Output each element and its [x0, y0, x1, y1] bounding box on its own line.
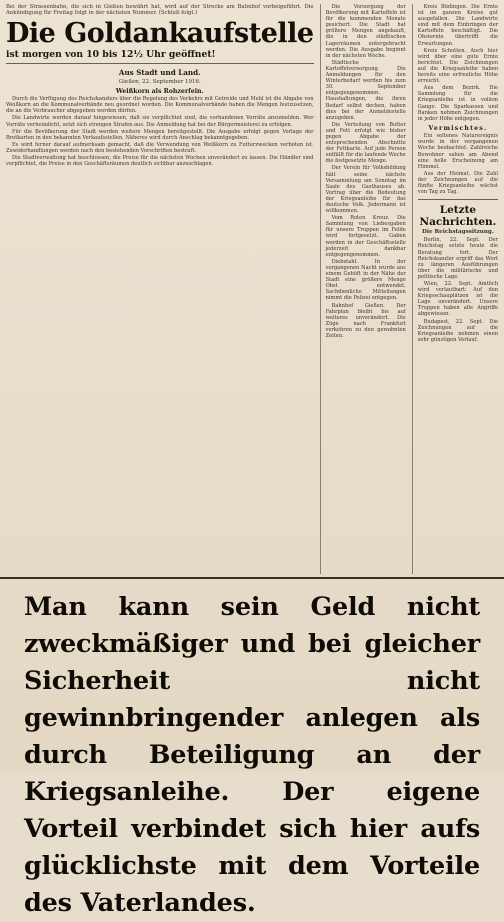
column-1	[6, 4, 314, 574]
goldankauf-headline: Die Goldankaufstelle	[6, 17, 314, 49]
kriegsanleihe-banner	[0, 577, 504, 918]
top-notice: Bei der Strassenbahn, die sich in Gießen bewährt hat, wird auf der Strecke am Bahnhof vorbeigeführt. Die Ankündigung für Freitag folgt in der nächsten Nummer. (Schluß folgt.)	[6, 4, 314, 17]
paragraph: Bahnhof Gießen. Der Fahrplan bleibt bis auf weiteres unverändert. Die Züge nach Frankfurt verkehren zu den gewohnten Zeiten.	[325, 302, 406, 339]
paragraph: Ein seltenes Naturereignis wurde in der vergangenen Woche beobachtet. Zahlreiche Bewohner sahen am Abend eine helle Erscheinung am Himmel.	[417, 133, 499, 170]
banner-text: Man kann sein Geld nicht zweckmäßiger und bei gleicher Sicherheit nicht gewinnbringender anlegen als durch Beteiligung an der Kriegsanleihe. Der eigene Vorteil verbindet sich hier aufs glücklichste mit dem Vorteile des Vaterlandes.	[24, 592, 480, 918]
paragraph: Wien, 22. Sept. Amtlich wird verlautbart: Auf den Kriegsschauplätzen ist die Lage unverändert. Unsere Truppen haben alle Angriffe abgewiesen.	[417, 280, 499, 318]
section-title: Aus Stadt und Land.	[118, 67, 201, 77]
paragraph: Die Versorgung der Bevölkerung mit Kartoffeln ist für die kommenden Monate gesichert. Die Stadt hat größere Mengen angekauft, die in den städtischen Lagerräumen untergebracht werden. Die Ausgabe beginnt in der nächsten Woche.	[325, 4, 406, 59]
paragraph: Durch die Verfügung des Reichskanzlers über die Regelung des Verkehrs mit Getreide und Mehl ist die Abgabe von Weißkorn an die Kommunalverbände neu geordnet worden. Die Kommunalverbände haben die Mengen festzusetzen, die an die Verbraucher abgegeben werden dürfen.	[6, 96, 314, 115]
paragraph: Kreis Schotten. Auch hier wird über eine gute Ernte berichtet. Die Zeichnungen auf die Kriegsanleihe haben bereits eine erfreuliche Höhe erreicht.	[417, 47, 499, 85]
paragraph: Kreis Büdingen. Die Ernte ist im ganzen Kreise gut ausgefallen. Die Landwirte sind mit dem Einbringen der Kartoffeln beschäftigt. Die Obsternte übertrifft die Erwartungen.	[417, 4, 499, 47]
paragraph: Städtische Kartoffelversorgung. Die Anmeldungen für den Winterbedarf werden bis zum 30. September entgegengenommen. Haushaltungen, die ihren Bedarf selbst decken, haben dies bei der Anmeldestelle anzugeben.	[325, 59, 406, 121]
letzte-nachrichten-subheading: Die Reichstagssitzung.	[422, 229, 494, 236]
column-2	[320, 4, 406, 574]
dateline: Gießen, 22. September 1916.	[118, 78, 201, 85]
paragraph: Aus dem Bezirk. Die Sammlung für die Kriegsanleihe ist in vollem Gange. Die Sparkassen und Banken nehmen Zeichnungen in jeder Höhe entgegen.	[417, 85, 499, 122]
paragraph: Der Verein für Volksbildung hält seine nächste Versammlung am Sonntag im Saale des Gasthauses ab. Vortrag über die Bedeutung der Kriegsanleihe für das deutsche Volk. Jedermann ist willkommen.	[325, 165, 406, 215]
paragraph: Die Stadtverwaltung hat beschlossen, die Preise für die nächsten Wochen unverändert zu lassen. Die Händler sind verpflichtet, die Preise in den Geschäftsräumen deutlich sichtbar anzuschlagen.	[6, 155, 314, 168]
column-3	[412, 4, 498, 574]
vermischtes-title: Vermischtes.	[428, 124, 488, 132]
paragraph: Für die Bevölkerung der Stadt werden weitere Mengen bereitgestellt. Die Ausgabe erfolgt gegen Vorlage der Brotkarten in den bekannten Verkaufsstellen. Näheres wird durch Anschlag bekanntgegeben.	[6, 128, 314, 141]
paragraph: Berlin, 22. Sept. Der Reichstag setzte heute die Beratung fort. Der Reichskanzler ergriff das Wort zu längeren Ausführungen über die militärische und politische Lage.	[417, 237, 499, 280]
paragraph: Diebstahl. In der vergangenen Nacht wurde aus einem Gehöft in der Nähe der Stadt eine größere Menge Obst entwendet. Sachdienliche Mitteilungen nimmt die Polizei entgegen.	[325, 258, 406, 302]
paragraph: Die Verteilung von Butter und Fett erfolgt wie bisher gegen Abgabe der entsprechenden Abschnitte der Fettkarte. Auf jede Person entfällt für die laufende Woche die festgesetzte Menge.	[325, 121, 406, 165]
goldankauf-subheadline: ist morgen von 10 bis 12½ Uhr geöffnet!	[6, 49, 314, 64]
paragraph: Aus der Heimat. Die Zahl der Zeichnungen auf die fünfte Kriegsanleihe wächst von Tag zu Tag.	[417, 170, 499, 196]
paragraph: Vom Roten Kreuz. Die Sammlung von Liebesgaben für unsere Truppen im Felde wird fortgesetzt. Gaben werden in der Geschäftsstelle jederzeit dankbar entgegengenommen.	[325, 215, 406, 258]
paragraph: Die Landwirte werden darauf hingewiesen, daß sie verpflichtet sind, die vorhandenen Vorräte anzumelden. Wer Vorräte verheimlicht, setzt sich strengen Strafen aus. Die Anmeldung hat bei der Bürgermeisterei zu erfolgen.	[6, 115, 314, 128]
paragraph: Es wird ferner darauf aufmerksam gemacht, daß die Verwendung von Weißkorn zu Futterzwecken verboten ist. Zuwiderhandlungen werden nach den bestehenden Vorschriften bestraft.	[6, 141, 314, 154]
paragraph: Budapest, 22. Sept. Die Zeichnungen auf die Kriegsanleihe nehmen einen sehr günstigen Verlauf.	[417, 318, 499, 343]
article-title: Weißkorn als Rohzerfein.	[115, 87, 204, 95]
divider	[418, 199, 498, 200]
letzte-nachrichten-heading: Letzte Nachrichten.	[419, 204, 497, 229]
news-columns	[6, 4, 498, 574]
